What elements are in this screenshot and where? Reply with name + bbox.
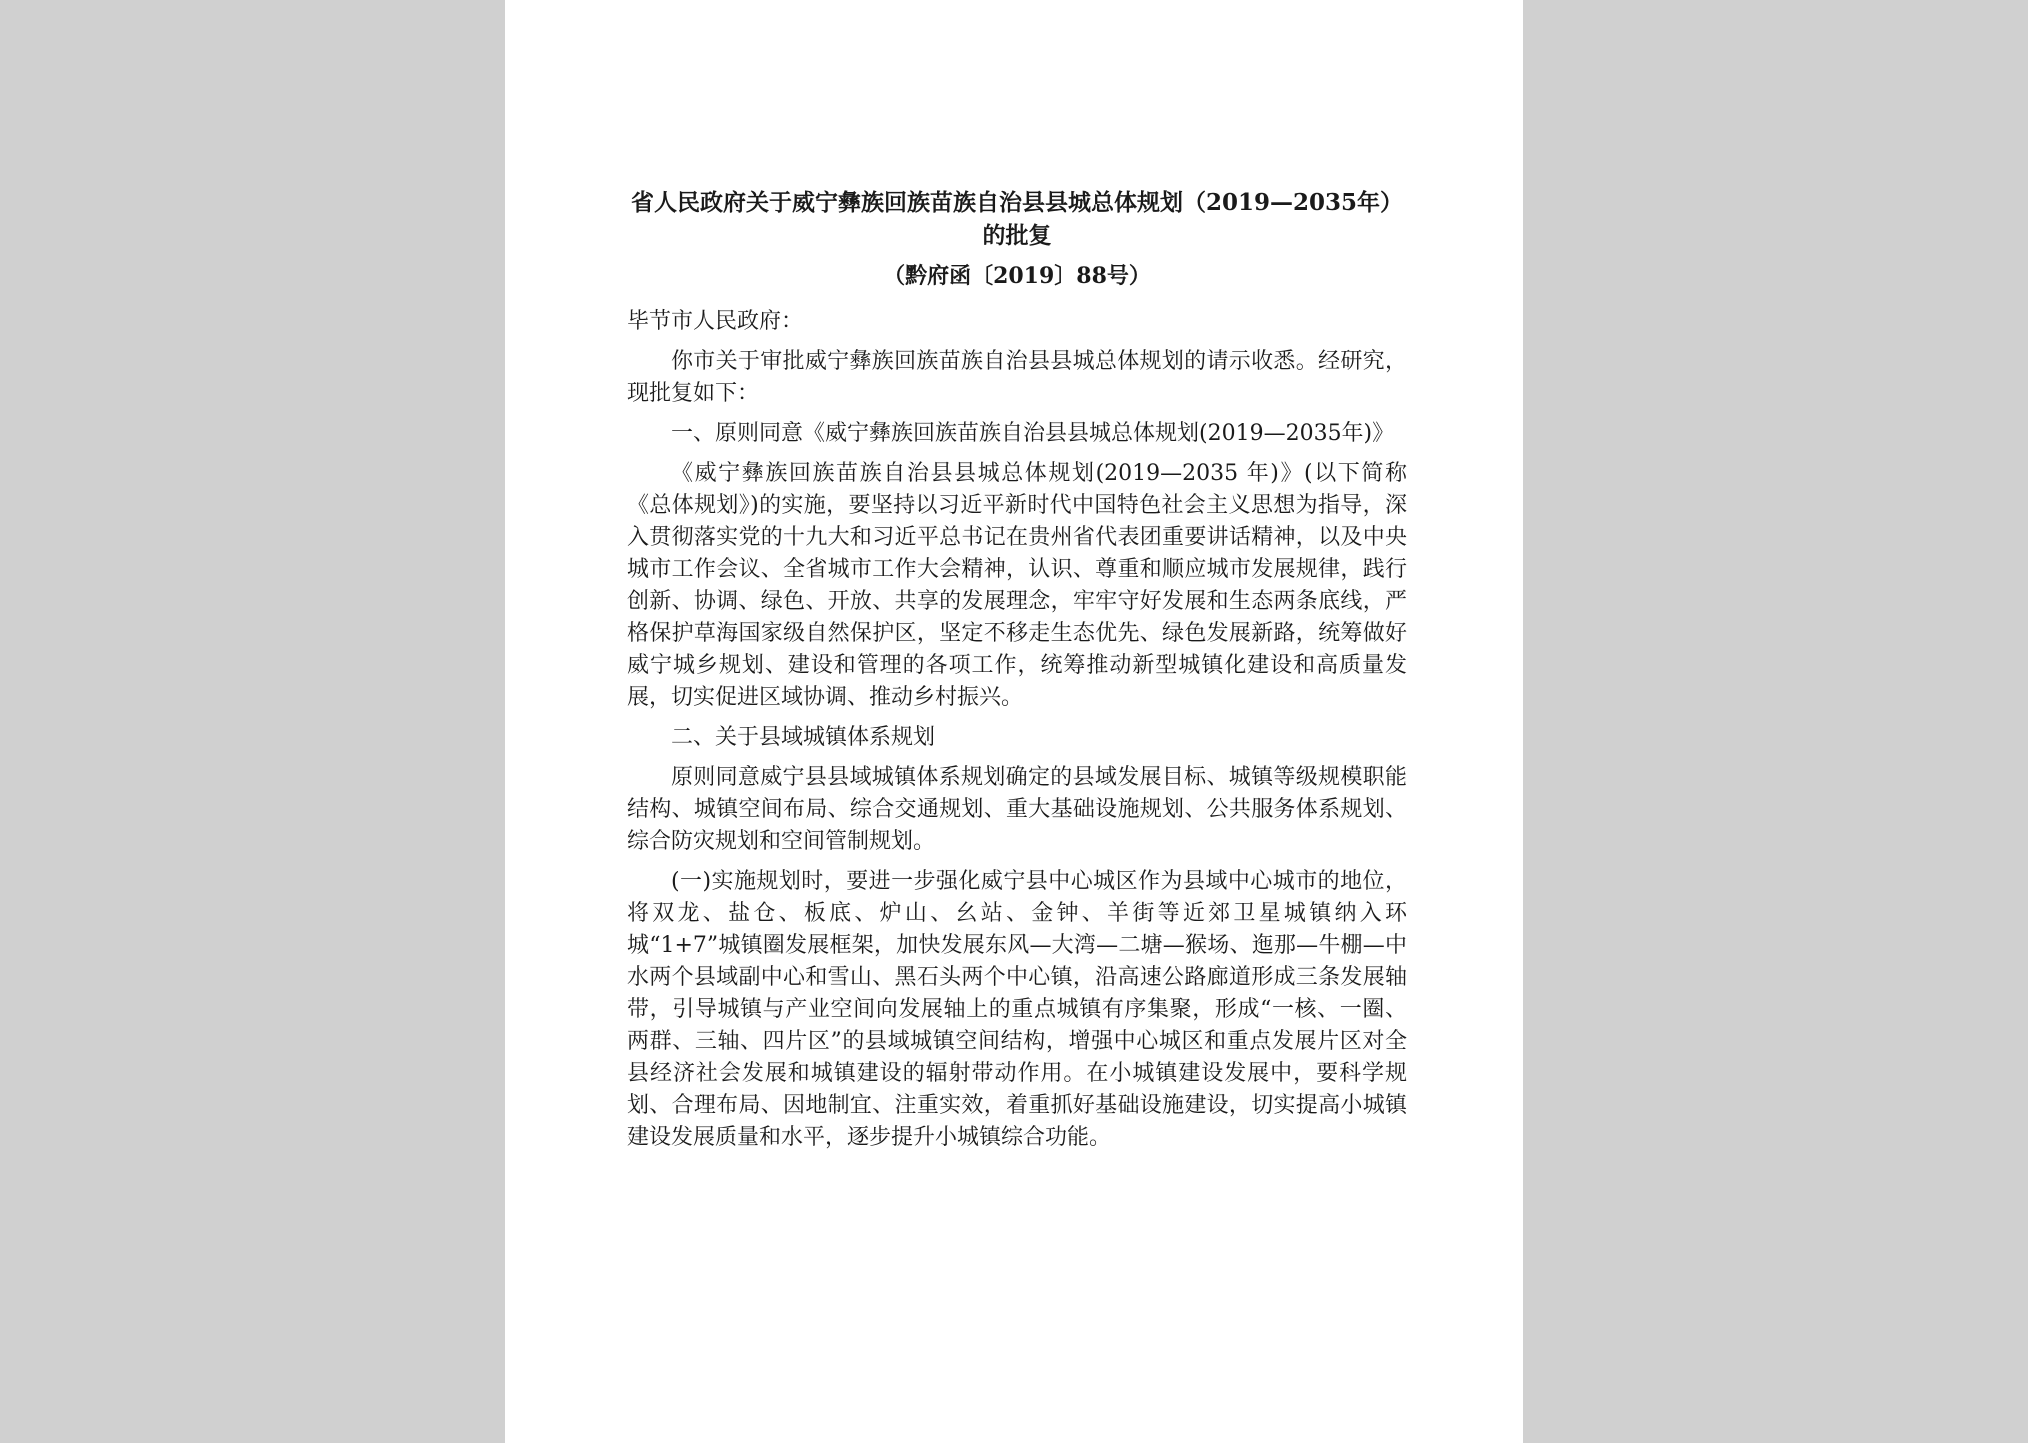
document-page	[505, 0, 1523, 1443]
document-title: 省人民政府关于威宁彝族回族苗族自治县县城总体规划（2019—2035年）的批复	[630, 189, 1404, 249]
salutation: 毕节市人民政府：	[627, 309, 804, 334]
paragraph-section-1-body: 《威宁彝族回族苗族自治县县城总体规划(2019—2035 年)》(以下简称《总体规划》)的实施，要坚持以习近平新时代中国特色社会主义思想为指导，深入贯彻落实党的十九大和习近平总书记在贵州省代表团重要讲话精神，以及中央城市工作会议、全省城市工作大会精神，认识、尊重和顺应城市发展规律，践行创新、协调、绿色、开放、共享的发展理念，牢牢守好发展和生态两条底线，严格保护草海国家级自然保护区，坚定不移走生态优先、绿色发展新路，统筹做好威宁城乡规划、建设和管理的各项工作，统筹推动新型城镇化建设和高质量发展，切实促进区域协调、推动乡村振兴。	[627, 461, 1407, 710]
paragraph-section-2-item-1: (一)实施规划时，要进一步强化威宁县中心城区作为县域中心城市的地位，将双龙、盐仓、板底、炉山、幺站、金钟、羊街等近郊卫星城镇纳入环城“1+7”城镇圈发展框架，加快发展东风—大湾—二塘—猴场、迤那—牛棚—中水两个县域副中心和雪山、黑石头两个中心镇，沿高速公路廊道形成三条发展轴带，引导城镇与产业空间向发展轴上的重点城镇有序集聚，形成“一核、一圈、两群、三轴、四片区”的县域城镇空间结构，增强中心城区和重点发展片区对全县经济社会发展和城镇建设的辐射带动作用。在小城镇建设发展中，要科学规划、合理布局、因地制宜、注重实效，着重抓好基础设施建设，切实提高小城镇建设发展质量和水平，逐步提升小城镇综合功能。	[627, 869, 1407, 1150]
paragraph-section-1-heading: 一、原则同意《威宁彝族回族苗族自治县县城总体规划(2019—2035年)》	[671, 421, 1395, 446]
paragraph-section-2-heading: 二、关于县域城镇体系规划	[671, 725, 936, 750]
paragraph-intro: 你市关于审批威宁彝族回族苗族自治县县城总体规划的请示收悉。经研究，现批复如下：	[627, 349, 1407, 406]
document-number: （黔府函〔2019〕88号）	[883, 263, 1151, 289]
document-content	[627, 186, 1407, 1162]
paragraph-section-2-body: 原则同意威宁县县域城镇体系规划确定的县域发展目标、城镇等级规模职能结构、城镇空间布局、综合交通规划、重大基础设施规划、公共服务体系规划、综合防灾规划和空间管制规划。	[627, 765, 1407, 854]
